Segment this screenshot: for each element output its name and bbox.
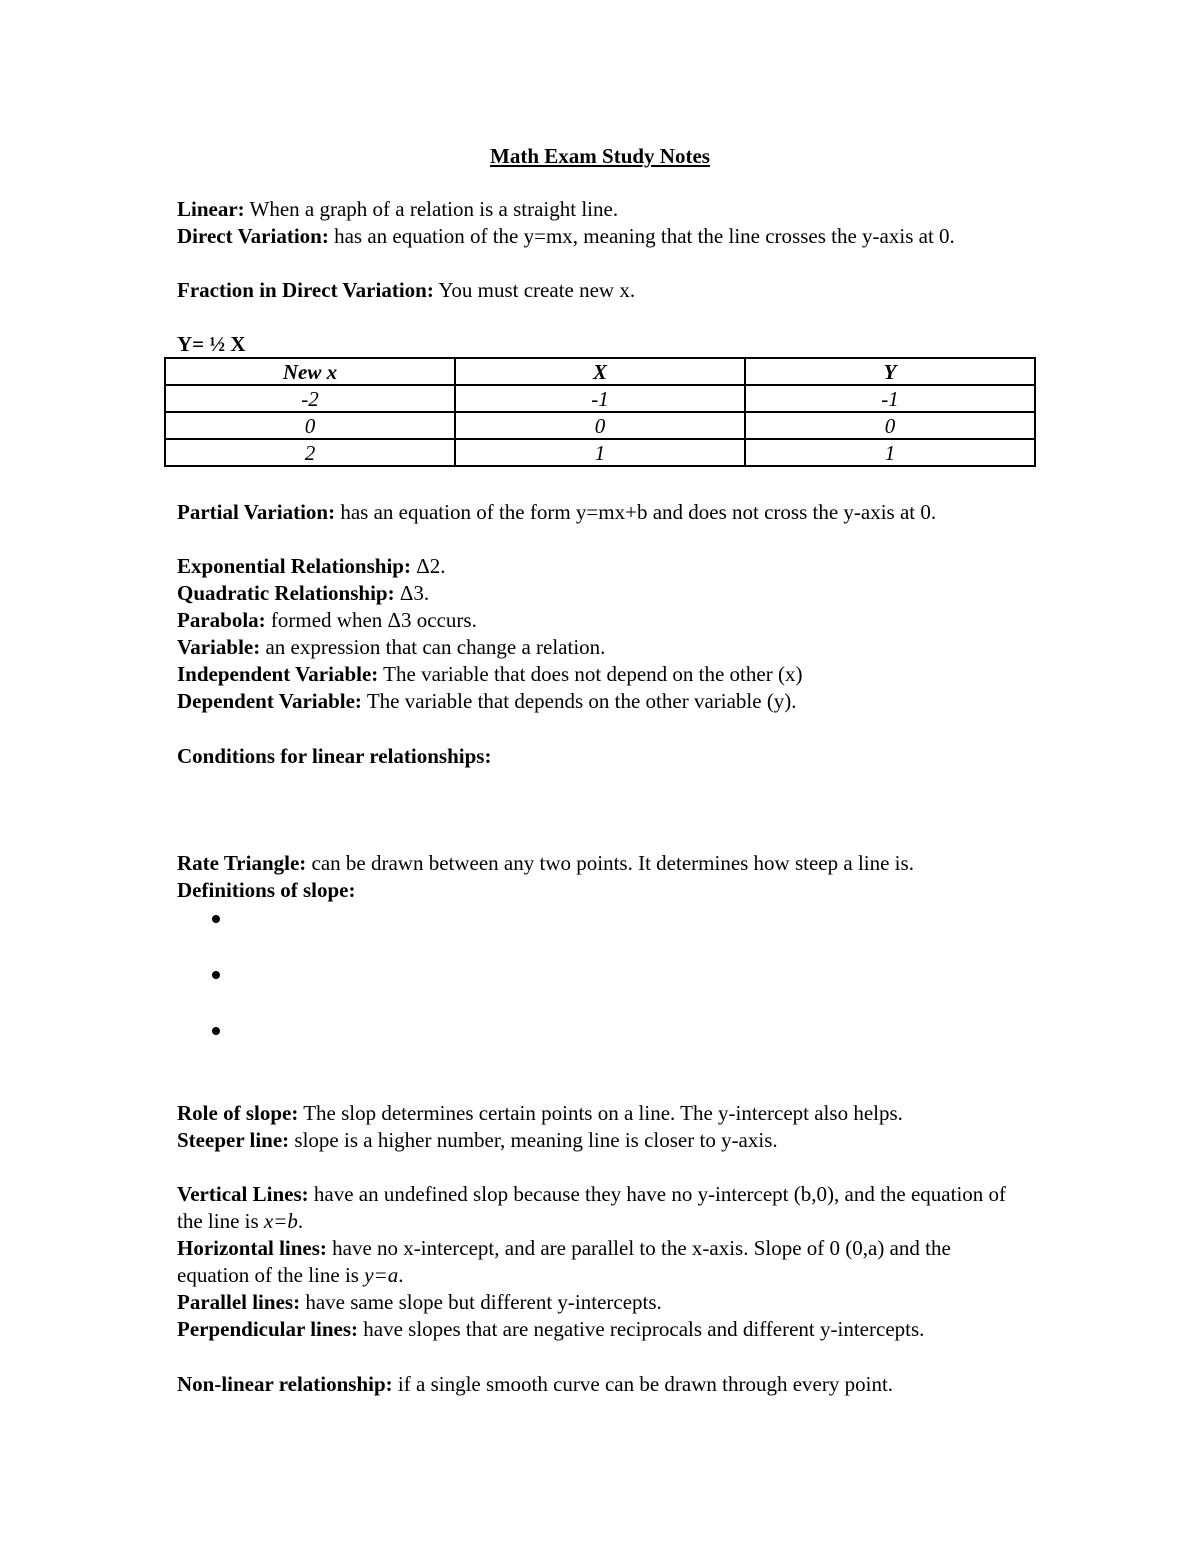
term-definition: have no x-intercept, and are parallel to the x-axis. Slope of 0 (0,a) and the equation of the line is [177,1236,951,1287]
term-definition: has an equation of the y=mx, meaning that the line crosses the y-axis at 0. [334,224,955,248]
term-definition: formed when Δ3 occurs. [270,608,477,632]
term-vertical-lines [177,1181,1017,1235]
term-role-of-slope [177,1100,903,1127]
term-independent-variable [177,661,802,688]
table-cell: 1 [745,439,1035,466]
term-label: Definitions of slope: [177,878,356,902]
term-parabola [177,607,477,634]
term-label: Independent Variable: [177,662,379,686]
term-definition: have same slope but different y-intercepts. [305,1290,662,1314]
term-definition: can be drawn between any two points. It determines how steep a line is. [311,851,914,875]
equation: x=b [263,1209,298,1233]
term-label: Non-linear relationship: [177,1372,393,1396]
term-label: Vertical Lines: [177,1182,309,1206]
table-caption [177,331,246,358]
term-label: Quadratic Relationship: [177,581,395,605]
term-partial-variation [177,499,1017,526]
term-label: Role of slope: [177,1101,299,1125]
bullet-point [212,971,220,979]
table-cell: 0 [165,412,455,439]
table-caption-text: Y= ½ X [177,332,246,356]
table-cell: -2 [165,385,455,412]
table-cell: 1 [455,439,745,466]
term-horizontal-lines [177,1235,1017,1289]
bullet-point [212,1027,220,1035]
term-definition: When a graph of a relation is a straight line. [249,197,619,221]
term-quadratic [177,580,429,607]
term-exponential [177,553,445,580]
term-label: Dependent Variable: [177,689,362,713]
term-definition: an expression that can change a relation. [265,635,606,659]
term-perpendicular-lines [177,1316,924,1343]
heading-conditions [177,743,491,770]
table-row [165,439,1035,466]
variation-table [164,357,1036,467]
term-dependent-variable [177,688,797,715]
term-label: Horizontal lines: [177,1236,327,1260]
term-fraction [177,277,635,304]
term-definition: Δ3. [399,581,430,605]
period: . [297,1209,304,1233]
table-row [165,412,1035,439]
term-definition: Δ2. [416,554,446,578]
term-label: Variable: [177,635,261,659]
table-cell: 0 [455,412,745,439]
term-label: Partial Variation: [177,500,336,524]
term-label: Parallel lines: [177,1290,301,1314]
table-cell: -1 [745,385,1035,412]
term-definition: The variable that depends on the other variable (y). [366,689,797,713]
term-non-linear [177,1371,893,1398]
term-definition: if a single smooth curve can be drawn through every point. [397,1372,894,1396]
heading-slope-definitions [177,877,356,904]
table-cell: 2 [165,439,455,466]
header-y: Y [745,358,1035,385]
term-parallel-lines [177,1289,662,1316]
page-title: Math Exam Study Notes [490,144,710,168]
table-cell: 0 [745,412,1035,439]
term-definition: The slop determines certain points on a line. The y-intercept also helps. [303,1101,903,1125]
term-definition: has an equation of the form y=mx+b and does not cross the y-axis at 0. [340,500,937,524]
term-label: Steeper line: [177,1128,290,1152]
equation: y=a [364,1263,399,1287]
term-linear [177,196,618,223]
term-label: Rate Triangle: [177,851,307,875]
header-new-x: New x [165,358,455,385]
table-cell: -1 [455,385,745,412]
table-header-row [165,358,1035,385]
term-label: Perpendicular lines: [177,1317,359,1341]
term-label: Exponential Relationship: [177,554,411,578]
term-definition: You must create new x. [438,278,636,302]
table-row [165,385,1035,412]
term-definition: The variable that does not depend on the other (x) [383,662,803,686]
period: . [398,1263,404,1287]
header-x: X [455,358,745,385]
term-definition: have an undefined slop because they have no y-intercept (b,0), and the equation of the line is [177,1182,1007,1233]
term-label: Direct Variation: [177,224,329,248]
term-label: Conditions for linear relationships: [177,744,492,768]
term-steeper-line [177,1127,778,1154]
term-label: Parabola: [177,608,266,632]
term-direct-variation [177,223,1017,250]
term-definition: slope is a higher number, meaning line is closer to y-axis. [294,1128,778,1152]
term-label: Fraction in Direct Variation: [177,278,434,302]
term-variable [177,634,605,661]
term-rate-triangle [177,850,914,877]
term-definition: have slopes that are negative reciprocals and different y-intercepts. [363,1317,925,1341]
term-label: Linear: [177,197,245,221]
bullet-point [212,915,220,923]
